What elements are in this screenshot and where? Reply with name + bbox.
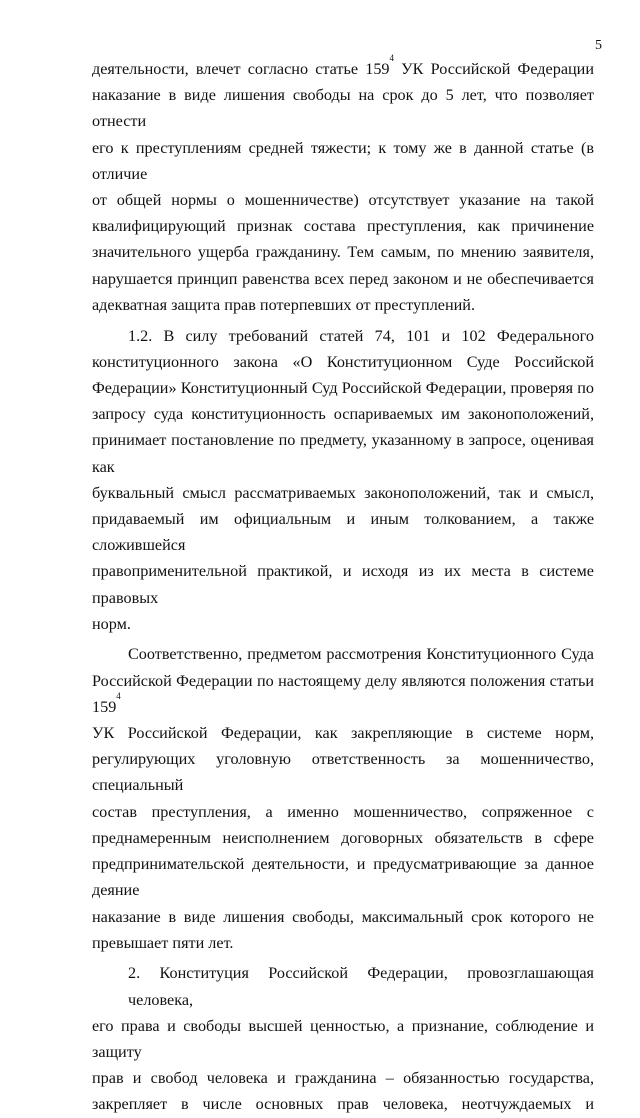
text-line: запросу суда конституционность оспариваемых им законоположений, xyxy=(92,405,594,424)
page-number: 5 xyxy=(595,38,602,53)
paragraph-1 xyxy=(92,53,594,318)
text-line: квалифицирующий признак состава преступления, как причинение xyxy=(92,217,594,236)
text-line: регулирующих уголовную ответственность за мошенничество, специальный xyxy=(92,750,594,795)
text-line: Соответственно, предметом рассмотрения Конституционного Суда xyxy=(128,645,594,664)
text-line: буквальный смысл рассматриваемых законоположений, так и смысл, xyxy=(92,483,594,502)
text-line: наказание в виде лишения свободы на срок до 5 лет, что позволяет отнести xyxy=(92,86,594,131)
document-body xyxy=(92,53,594,1118)
text-line: наказание в виде лишения свободы, максимальный срок которого не xyxy=(92,907,594,926)
text-line: правоприменительной практикой, и исходя из их места в системе правовых xyxy=(92,562,594,607)
superscript: 4 xyxy=(116,690,121,701)
text-line: норм. xyxy=(92,614,131,633)
text-line: закрепляет в числе основных прав человека, неотчуждаемых и xyxy=(92,1095,594,1114)
text-line: конституционного закона «О Конституционном Суде Российской xyxy=(92,352,594,371)
paragraph-2 xyxy=(92,323,594,637)
text-line: деятельности, влечет согласно статье $159^4$ УК Российской Федерации xyxy=(92,53,594,78)
text-line: 1.2. В силу требований статей 74, 101 и 102 Федерального xyxy=(128,326,594,345)
text-line: его права и свободы высшей ценностью, а признание, соблюдение и защиту xyxy=(92,1016,594,1062)
text-line: Федерации» Конституционный Суд Российской Федерации, проверяя по xyxy=(92,378,594,397)
text-line: УК Российской Федерации, как закрепляющие в системе норм, xyxy=(92,724,594,743)
text-line: превышает пяти лет. xyxy=(92,933,234,952)
text-line: значительного ущерба гражданину. Тем самым, по мнению заявителя, xyxy=(92,243,594,262)
text-line: прав и свобод человека и гражданина – обязанностью государства, xyxy=(92,1069,594,1088)
text-line: нарушается принцип равенства всех перед законом и не обеспечивается xyxy=(92,269,594,288)
text-line: от общей нормы о мошенничестве) отсутствует указание на такой xyxy=(92,191,594,210)
text-line: принимает постановление по предмету, указанному в запросе, оценивая как xyxy=(92,431,594,476)
text-line: придаваемый им официальным и иным толкованием, а также сложившейся xyxy=(92,509,594,555)
text-line: преднамеренным неисполнением договорных обязательств в сфере xyxy=(92,828,594,847)
superscript: 4 xyxy=(389,53,395,63)
text-line: Российской Федерации по настоящему делу являются положения статьи $159^4$ xyxy=(92,671,594,716)
text-line: его к преступлениям средней тяжести; к тому же в данной статье (в отличие xyxy=(92,138,594,183)
text-line: предпринимательской деятельности, и предусматривающие за данное деяние xyxy=(92,855,594,900)
text-line: адекватная защита прав потерпевших от преступлений. xyxy=(92,295,476,314)
paragraph-4 xyxy=(92,960,594,1117)
text-line: 2. Конституция Российской Федерации, провозглашающая человека, xyxy=(128,964,594,1009)
text-line: состав преступления, а именно мошенничество, сопряженное с xyxy=(92,802,594,821)
paragraph-3 xyxy=(92,641,594,955)
